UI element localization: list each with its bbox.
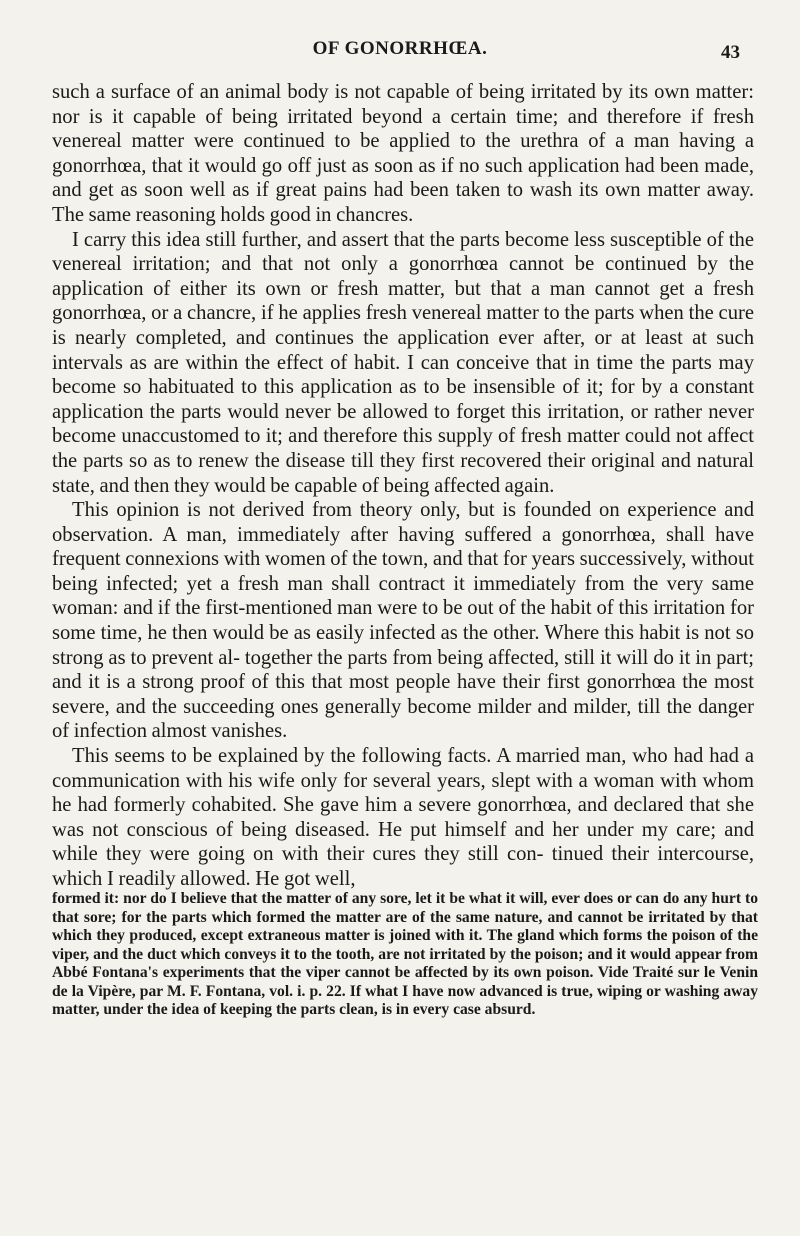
- paragraph: This seems to be explained by the following facts. A married man, who had had a communication with his wife only for several years, slept with a woman with whom he had formerly cohabited. She gave him a severe gonorrhœa, and declared that she was not conscious of being diseased. He put himself and her under my care; and while they were going on with their cures they still con- tinued their intercourse, which I readily allowed. He got well,: [52, 745, 754, 890]
- paragraph: This opinion is not derived from theory only, but is founded on experience and observation. A man, immediately after having suffered a gonorrhœa, shall have frequent connexions with women of the town, and that for years successively, without being infected; yet a fresh man shall contract it immediately from the very same woman: and if the first-mentioned man were to be out of the habit of this irritation for some time, he then would be as easily infected as the other. Where this habit is not so strong as to prevent al- together the parts from being affected, still it will do it in part; and it is a strong proof of this that most people have their first gonorrhœa the most severe, and the succeeding ones generally become milder and milder, till the danger of infection almost vanishes.: [52, 499, 754, 743]
- paragraph: I carry this idea still further, and assert that the parts become less susceptible of the venereal irritation; and that not only a gonorrhœa cannot be continued by the application of either its own or fresh matter, but that a man cannot get a fresh gonorrhœa, or a chancre, if he applies fresh venereal matter to the parts when the cure is nearly completed, and continues the application ever after, or at least at such intervals as are within the effect of habit. I can conceive that in time the parts may become so habituated to this application as to be insensible of it; for by a constant application the parts would never be allowed to forget this irritation, or rather never become unaccustomed to it; and therefore this supply of fresh matter could not affect the parts so as to renew the disease till they first recovered their original and natural state, and then they would be capable of being affected again.: [52, 228, 754, 497]
- paragraph: such a surface of an animal body is not capable of being irritated by its own matter: nor is it capable of being irritated beyond a certain time; and therefore if fresh venereal matter were continued to be applied to the urethra of a man having a gonorrhœa, that it would go off just as soon as if no such application had been made, and get as soon well as if great pains had been taken to wash its own matter away. The same reasoning holds good in chancres.: [52, 81, 754, 226]
- page-number: 43: [721, 42, 740, 63]
- body-text: [52, 80, 754, 892]
- footnote: [52, 890, 758, 1020]
- footnote-text: formed it: nor do I believe that the matter of any sore, let it be what it will, ever does or can do any hurt to that sore; for the parts which formed the matter are of the same nature, and cannot be irritated by that which they produced, except extraneous matter is joined with it. The gland which forms the poison of the viper, and the duct which conveys it to the tooth, are not irritated by the poison; and it would appear from Abbé Fontana's experiments that the viper cannot be affected by its own poison. Vide Traité sur le Venin de la Vipère, par M. F. Fontana, vol. i. p. 22. If what I have now advanced is true, wiping or washing away matter, under the idea of keeping the parts clean, is in every case absurd.: [52, 890, 758, 1018]
- running-head: [0, 38, 800, 66]
- running-title: OF GONORRHŒA.: [312, 38, 488, 59]
